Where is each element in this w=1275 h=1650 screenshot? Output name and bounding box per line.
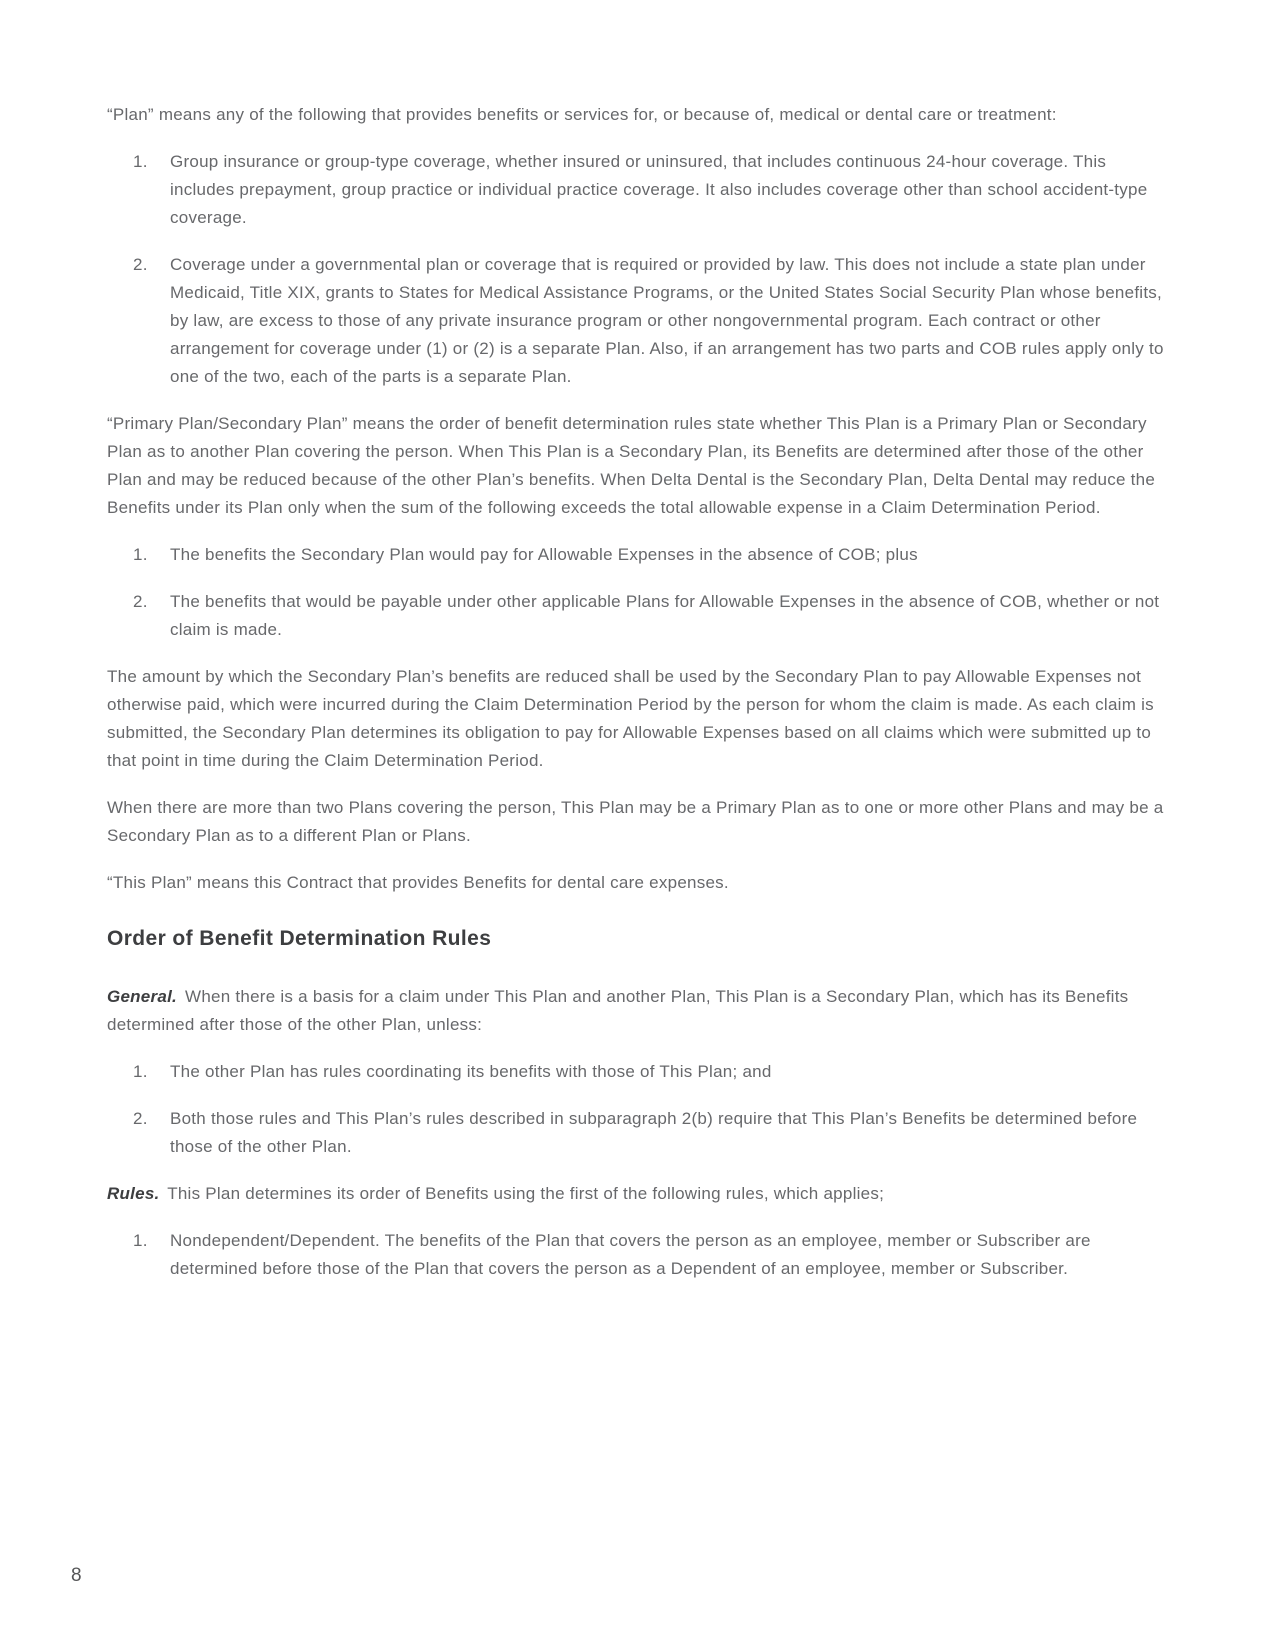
list-item-number: 1. [133,1231,148,1250]
rules-text: This Plan determines its order of Benefits using the first of the following rules, which applies; [167,1184,885,1203]
general-conditions-list [107,1058,1167,1161]
list-item [107,1227,1167,1283]
paragraph-plan-definition: “Plan” means any of the following that provides benefits or services for, or because of, medical or dental care or treatment: [107,105,1057,124]
paragraph-primary-secondary-plan: “Primary Plan/Secondary Plan” means the order of benefit determination rules state whether This Plan is a Primary Plan or Secondary Plan as to another Plan covering the person. When This Plan is a Secondary Plan, its Benefits are determined after those of the other Plan and may be reduced because of the other Plan’s benefits. When Delta Dental is the Secondary Plan, Delta Dental may reduce the Benefits under its Plan only when the sum of the following exceeds the total allowable expense in a Claim Determination Period. [107,414,1156,517]
list-item [107,541,1167,569]
list-item [107,251,1167,391]
list-item-number: 1. [133,545,148,564]
list-item-number: 2. [133,255,148,274]
paragraph-reduced-benefits: The amount by which the Secondary Plan’s benefits are reduced shall be used by the Secondary Plan to pay Allowable Expenses not otherwise paid, which were incurred during the Claim Determination Period by the person for whom the claim is made. As each claim is submitted, the Secondary Plan determines its obligation to pay for Allowable Expenses based on all claims which were submitted up to that point in time during the Claim Determination Period. [107,667,1154,770]
list-item-text: Group insurance or group-type coverage, whether insured or uninsured, that includes continuous 24-hour coverage. This includes prepayment, group practice or individual practice coverage. It also includes coverage other than school accident-type coverage. [170,152,1148,227]
list-item-text: Both those rules and This Plan’s rules described in subparagraph 2(b) require that This Plan’s Benefits be determined before those of the other Plan. [170,1109,1138,1156]
list-item-number: 2. [133,592,148,611]
rules-label: Rules. [107,1184,160,1203]
section-heading: Order of Benefit Determination Rules [107,927,492,950]
list-item [107,148,1167,232]
paragraph-rules [107,1180,1167,1208]
general-text: When there is a basis for a claim under This Plan and another Plan, This Plan is a Secondary Plan, which has its Benefits determined after those of the other Plan, unless: [107,987,1129,1034]
general-label: General. [107,987,178,1006]
list-item-text: Coverage under a governmental plan or coverage that is required or provided by law. This does not include a state plan under Medicaid, Title XIX, grants to States for Medical Assistance Programs, or the United States Social Security Plan whose benefits, by law, are excess to those of any private insurance program or other nongovernmental program. Each contract or other arrangement for coverage under (1) or (2) is a separate Plan. Also, if an arrangement has two parts and COB rules apply only to one of the two, each of the parts is a separate Plan. [170,255,1164,386]
secondary-plan-list [107,541,1167,644]
paragraph-this-plan-definition: “This Plan” means this Contract that provides Benefits for dental care expenses. [107,873,729,892]
plan-types-list [107,148,1167,391]
paragraph-general [107,983,1167,1039]
list-item [107,1105,1167,1161]
list-item-number: 1. [133,1062,148,1081]
list-item-text: The benefits the Secondary Plan would pay for Allowable Expenses in the absence of COB; plus [170,545,918,564]
rules-list [107,1227,1167,1283]
list-item-text: Nondependent/Dependent. The benefits of the Plan that covers the person as an employee, member or Subscriber are determined before those of the Plan that covers the person as a Dependent of an employee, member or Subscriber. [170,1231,1091,1278]
list-item-text: The other Plan has rules coordinating its benefits with those of This Plan; and [170,1062,772,1081]
page-number: 8 [71,1565,82,1586]
list-item-number: 2. [133,1109,148,1128]
list-item [107,1058,1167,1086]
paragraph-more-than-two-plans: When there are more than two Plans covering the person, This Plan may be a Primary Plan as to one or more other Plans and may be a Secondary Plan as to a different Plan or Plans. [107,798,1164,845]
list-item-text: The benefits that would be payable under other applicable Plans for Allowable Expenses in the absence of COB, whether or not claim is made. [170,592,1160,639]
list-item-number: 1. [133,152,148,171]
list-item [107,588,1167,644]
